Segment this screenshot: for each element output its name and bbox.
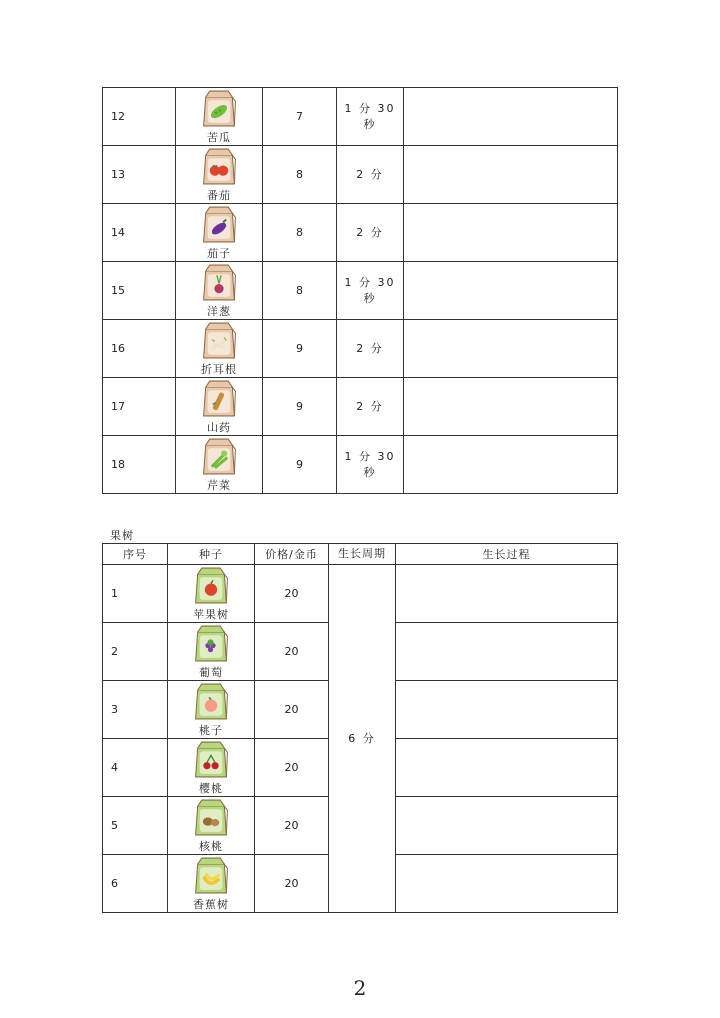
growth-cycle-text: 6 分 — [348, 731, 376, 745]
header-growth-process: 生长过程 — [396, 544, 618, 565]
table-row — [103, 146, 618, 204]
seed-cell — [176, 262, 263, 320]
seed-cell — [176, 320, 263, 378]
table-row — [103, 378, 618, 436]
seed-price: 8 — [263, 262, 337, 320]
growth-process — [396, 797, 618, 855]
seed-number: 6 — [103, 855, 168, 913]
header-number: 序号 — [103, 544, 168, 565]
seed-cell — [168, 855, 255, 913]
table-row — [103, 262, 618, 320]
seed-cell — [168, 623, 255, 681]
seed-cell — [168, 681, 255, 739]
fruit-tree-seed-table — [102, 543, 618, 913]
growth-cycle-text: 2 分 — [356, 341, 384, 355]
seed-number: 2 — [103, 623, 168, 681]
seed-name: 樱桃 — [199, 781, 223, 795]
houttuynia-seed-bag-icon — [201, 321, 237, 360]
seed-price: 8 — [263, 204, 337, 262]
growth-process — [404, 204, 618, 262]
seed-price: 7 — [263, 88, 337, 146]
seed-price: 9 — [263, 320, 337, 378]
vegetable-seed-table — [102, 87, 618, 494]
seed-name: 香蕉树 — [193, 897, 229, 911]
table-row — [103, 436, 618, 494]
growth-process — [396, 681, 618, 739]
seed-cell — [168, 565, 255, 623]
header-seed: 种子 — [168, 544, 255, 565]
growth-process — [404, 262, 618, 320]
growth-cycle — [337, 204, 404, 262]
table-header-row — [103, 544, 618, 565]
seed-number: 4 — [103, 739, 168, 797]
growth-process — [404, 436, 618, 494]
seed-name: 桃子 — [199, 723, 223, 737]
growth-cycle-text: 2 分 — [356, 399, 384, 413]
growth-process — [396, 855, 618, 913]
walnut-seed-bag-icon — [193, 798, 229, 837]
growth-cycle — [337, 320, 404, 378]
banana-seed-bag-icon — [193, 856, 229, 895]
seed-cell — [176, 378, 263, 436]
seed-cell — [176, 436, 263, 494]
table-row — [103, 88, 618, 146]
celery-seed-bag-icon — [201, 437, 237, 476]
onion-seed-bag-icon — [201, 263, 237, 302]
growth-cycle-text: 1 分 30 — [344, 101, 396, 115]
seed-number: 5 — [103, 797, 168, 855]
seed-cell — [168, 739, 255, 797]
seed-number: 15 — [103, 262, 176, 320]
seed-price: 20 — [255, 855, 329, 913]
seed-cell — [168, 797, 255, 855]
seed-name: 折耳根 — [201, 362, 237, 376]
seed-price: 20 — [255, 623, 329, 681]
seed-name: 苹果树 — [193, 607, 229, 621]
seed-price: 9 — [263, 436, 337, 494]
seed-number: 3 — [103, 681, 168, 739]
seed-name: 山药 — [207, 420, 231, 434]
seed-name: 苦瓜 — [207, 130, 231, 144]
seed-number: 13 — [103, 146, 176, 204]
table-row — [103, 565, 618, 623]
seed-number: 12 — [103, 88, 176, 146]
header-price: 价格/金币 — [255, 544, 329, 565]
growth-cycle — [337, 146, 404, 204]
table-row — [103, 320, 618, 378]
seed-number: 17 — [103, 378, 176, 436]
seed-name: 茄子 — [207, 246, 231, 260]
cherry-seed-bag-icon — [193, 740, 229, 779]
seed-price: 20 — [255, 797, 329, 855]
growth-cycle — [337, 378, 404, 436]
page-number: 2 — [353, 976, 367, 1000]
growth-cycle-shared — [329, 565, 396, 913]
growth-cycle-text: 2 分 — [356, 225, 384, 239]
peach-seed-bag-icon — [193, 682, 229, 721]
seed-number: 14 — [103, 204, 176, 262]
seed-name: 番茄 — [207, 188, 231, 202]
growth-cycle-text: 1 分 30 — [344, 275, 396, 289]
seed-cell — [176, 204, 263, 262]
seed-price: 20 — [255, 739, 329, 797]
growth-cycle-text: 秒 — [363, 291, 377, 305]
growth-cycle-text: 1 分 30 — [344, 449, 396, 463]
growth-process — [404, 378, 618, 436]
table-row — [103, 204, 618, 262]
growth-cycle-text: 2 分 — [356, 167, 384, 181]
growth-cycle — [337, 436, 404, 494]
growth-process — [396, 739, 618, 797]
growth-process — [396, 565, 618, 623]
seed-price: 20 — [255, 565, 329, 623]
seed-name: 洋葱 — [207, 304, 231, 318]
seed-name: 葡萄 — [199, 665, 223, 679]
growth-process — [404, 146, 618, 204]
seed-cell — [176, 146, 263, 204]
tomato-seed-bag-icon — [201, 147, 237, 186]
grape-seed-bag-icon — [193, 624, 229, 663]
growth-process — [404, 320, 618, 378]
seed-name: 芹菜 — [207, 478, 231, 492]
header-growth-cycle: 生长周期 — [329, 544, 396, 565]
seed-price: 9 — [263, 378, 337, 436]
growth-cycle — [337, 262, 404, 320]
bitter-melon-seed-bag-icon — [201, 89, 237, 128]
seed-price: 8 — [263, 146, 337, 204]
growth-cycle — [337, 88, 404, 146]
apple-seed-bag-icon — [193, 566, 229, 605]
seed-name: 核桃 — [199, 839, 223, 853]
growth-process — [404, 88, 618, 146]
seed-number: 1 — [103, 565, 168, 623]
seed-price: 20 — [255, 681, 329, 739]
growth-cycle-text: 秒 — [363, 117, 377, 131]
seed-number: 18 — [103, 436, 176, 494]
fruit-tree-section-label: 果树 — [110, 529, 134, 542]
yam-seed-bag-icon — [201, 379, 237, 418]
seed-number: 16 — [103, 320, 176, 378]
growth-process — [396, 623, 618, 681]
growth-cycle-text: 秒 — [363, 465, 377, 479]
eggplant-seed-bag-icon — [201, 205, 237, 244]
seed-cell — [176, 88, 263, 146]
